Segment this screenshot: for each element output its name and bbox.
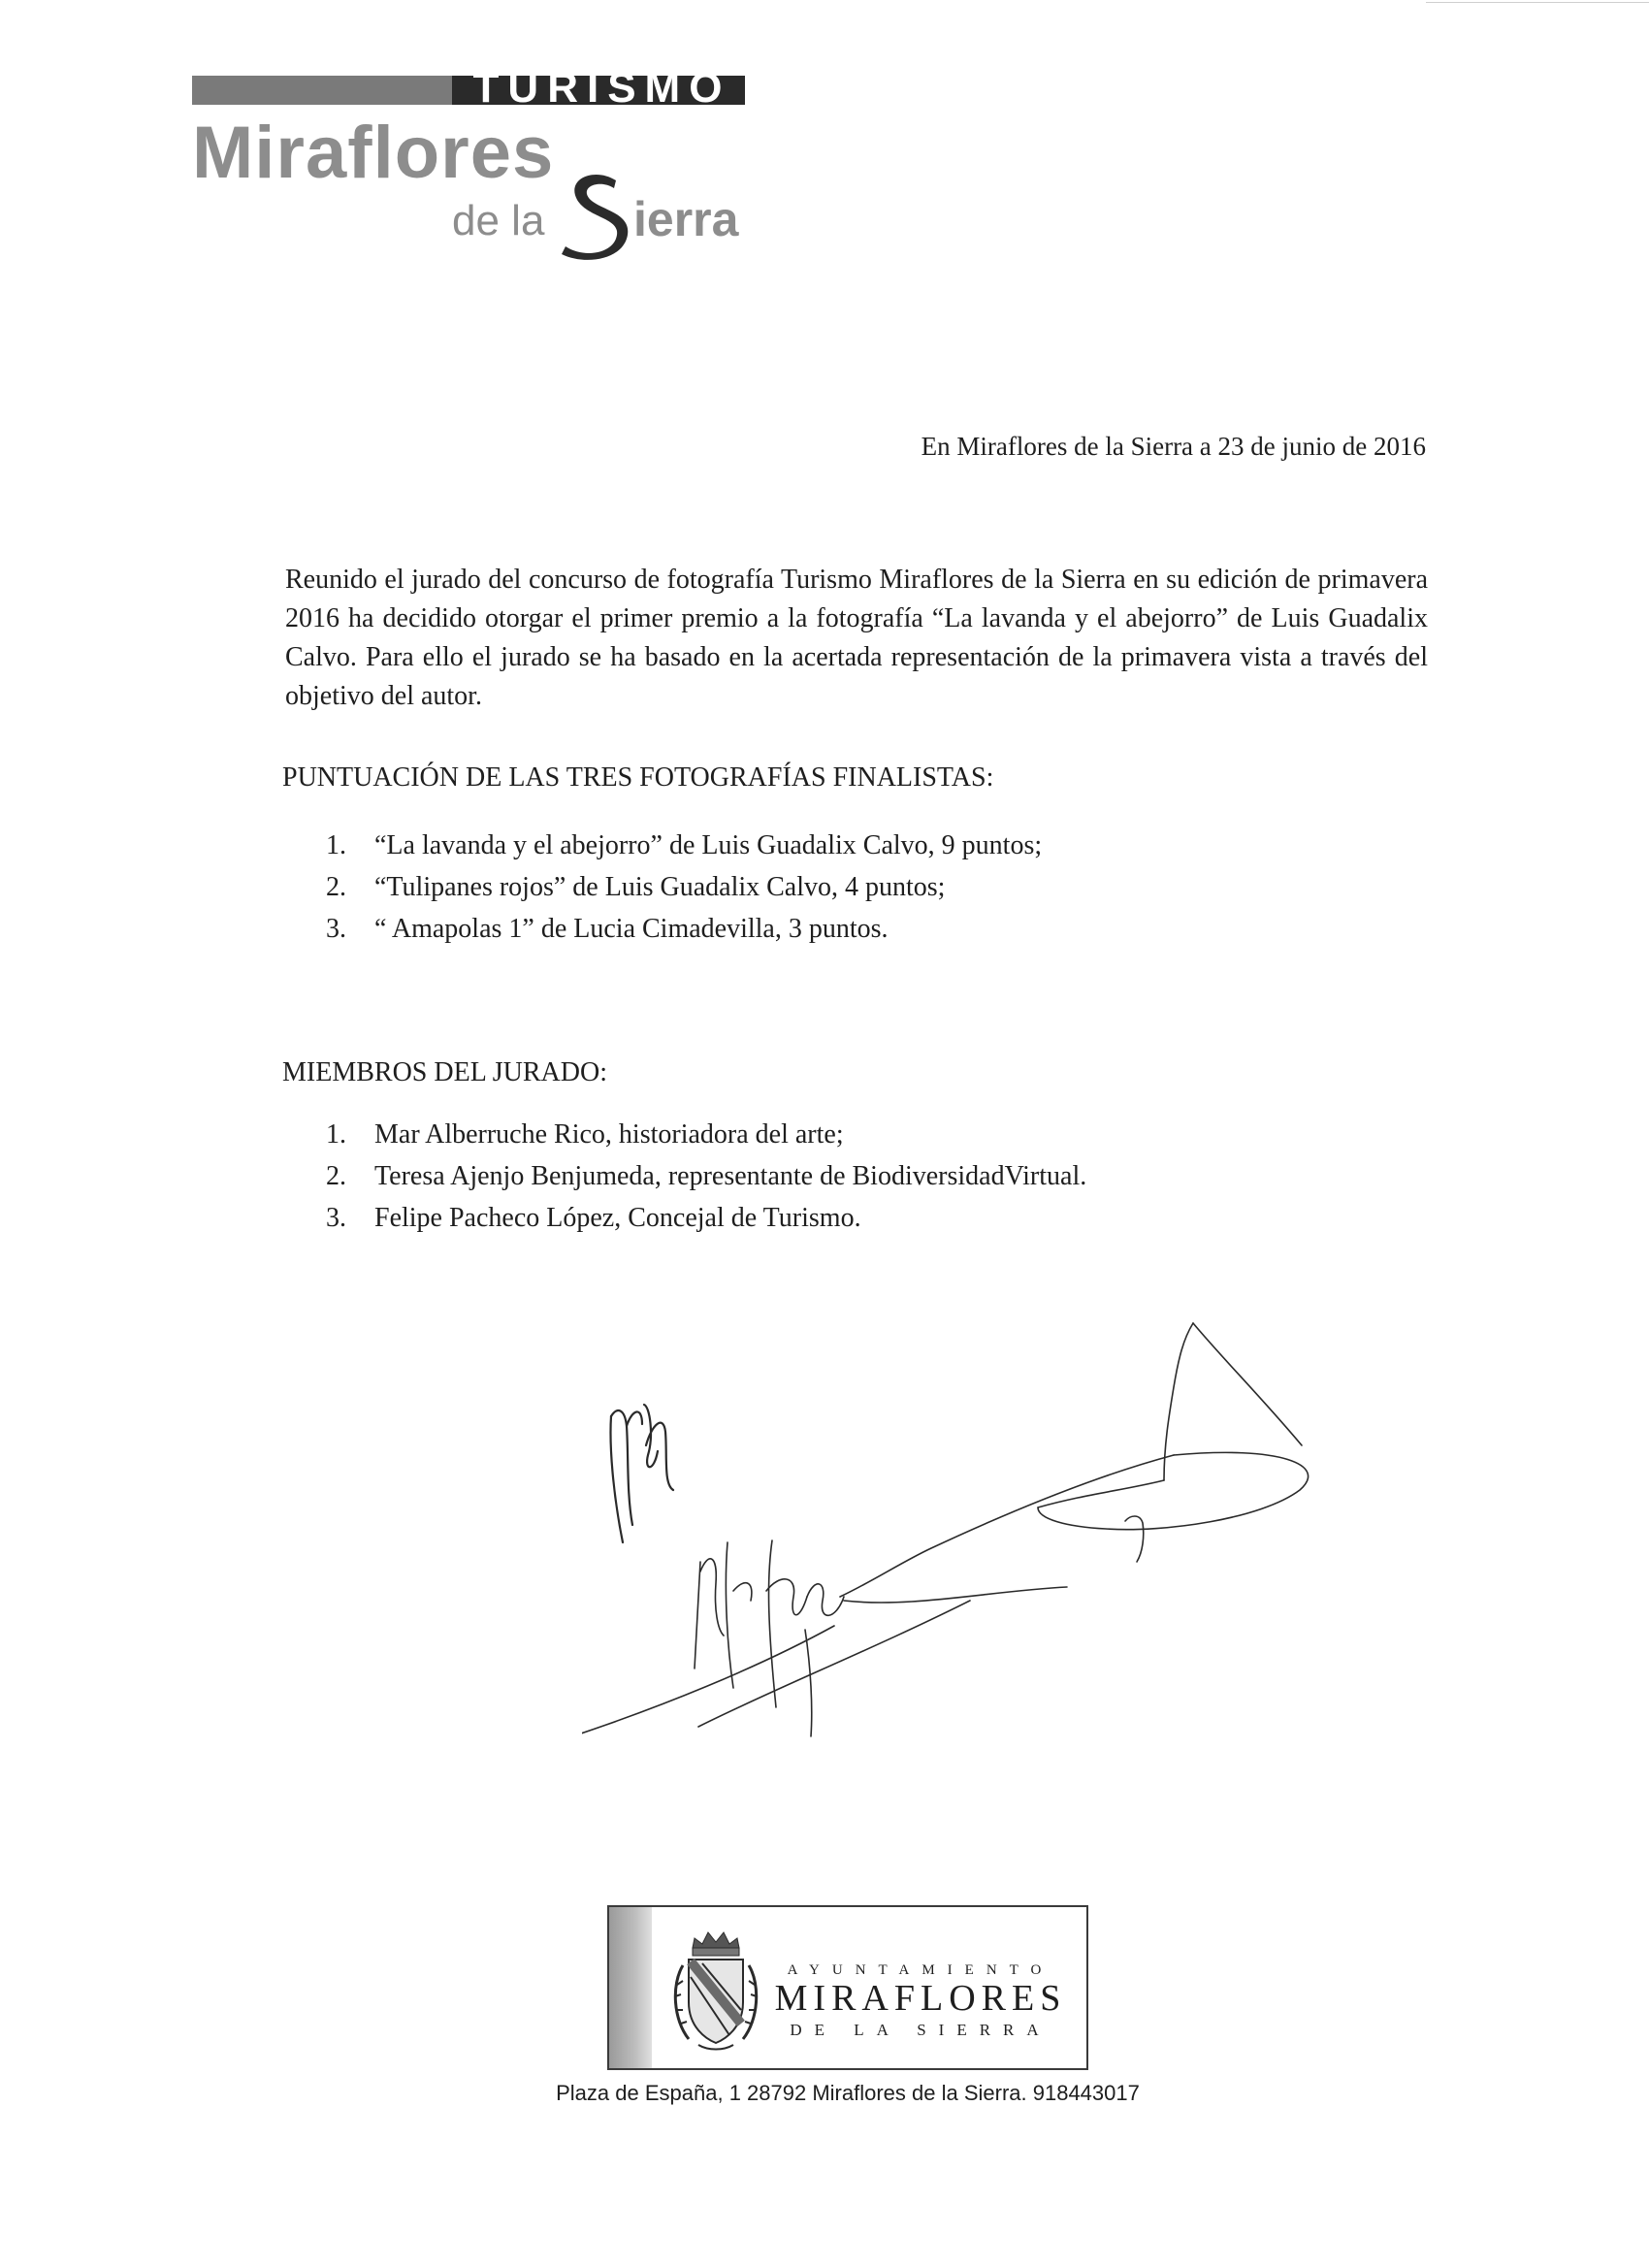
signature-2 <box>582 1323 1309 1736</box>
list-item <box>326 1199 1086 1241</box>
list-item-text: Mar Alberruche Rico, historiadora del arte; <box>374 1119 844 1150</box>
jury-heading: MIEMBROS DEL JURADO: <box>282 1057 607 1087</box>
logo-bar-light <box>192 76 452 105</box>
intro-paragraph: Reunido el jurado del concurso de fotografía Turismo Miraflores de la Sierra en su edición de primavera 2016 ha decidido otorgar el primer premio a la fotografía “La lavanda y el abejorro” de Luis Guadalix Calvo. Para ello el jurado se ha basado en la acertada representación de la primavera vista a través del objetivo del autor. <box>285 565 1428 711</box>
list-item-text: Felipe Pacheco López, Concejal de Turismo. <box>374 1203 861 1233</box>
turismo-logo <box>192 70 755 259</box>
list-item-text: “ Amapolas 1” de Lucia Cimadevilla, 3 puntos. <box>374 914 889 944</box>
scan-edge-line <box>1426 2 1649 3</box>
footer-address: Plaza de España, 1 28792 Miraflores de la Sierra. 918443017 <box>556 2081 1140 2105</box>
finalists-heading: PUNTUACIÓN DE LAS TRES FOTOGRAFÍAS FINALISTAS: <box>282 762 994 793</box>
list-item <box>326 910 1042 952</box>
list-item <box>326 868 1042 910</box>
list-item <box>326 1116 1086 1157</box>
date-line: En Miraflores de la Sierra a 23 de junio de 2016 <box>921 432 1426 461</box>
list-item-number: 2. <box>326 872 346 902</box>
logo-sierra-rest: ierra <box>633 192 739 246</box>
jury-list <box>326 1116 1086 1241</box>
logo-s-swoosh-icon <box>556 171 633 260</box>
logo-town-name: Miraflores <box>192 112 555 194</box>
signature-1 <box>611 1405 674 1542</box>
list-item-number: 3. <box>326 1203 346 1233</box>
list-item-number: 2. <box>326 1161 346 1191</box>
list-item <box>326 1157 1086 1199</box>
finalists-list <box>326 826 1042 952</box>
footer-stripe <box>609 1907 652 2068</box>
list-item-number: 1. <box>326 830 346 860</box>
list-item-text: “La lavanda y el abejorro” de Luis Guadalix Calvo, 9 puntos; <box>374 830 1043 860</box>
list-item <box>326 826 1042 868</box>
ayuntamiento-label: AYUNTAMIENTO <box>787 1962 1054 1978</box>
ayuntamiento-town: MIRAFLORES <box>774 1978 1067 2019</box>
ayuntamiento-sub: DE LA SIERRA <box>790 2021 1051 2039</box>
list-item-number: 3. <box>326 914 346 944</box>
coat-of-arms-icon <box>669 1927 762 2053</box>
logo-turismo-word: TURISMO <box>472 70 731 107</box>
ayuntamiento-logo <box>607 1905 1088 2070</box>
signatures <box>582 1300 1416 1766</box>
list-item-number: 1. <box>326 1119 346 1150</box>
list-item-text: “Tulipanes rojos” de Luis Guadalix Calvo, 4 puntos; <box>374 872 946 902</box>
logo-de-la: de la <box>452 197 545 244</box>
list-item-text: Teresa Ajenjo Benjumeda, representante de BiodiversidadVirtual. <box>374 1161 1087 1191</box>
